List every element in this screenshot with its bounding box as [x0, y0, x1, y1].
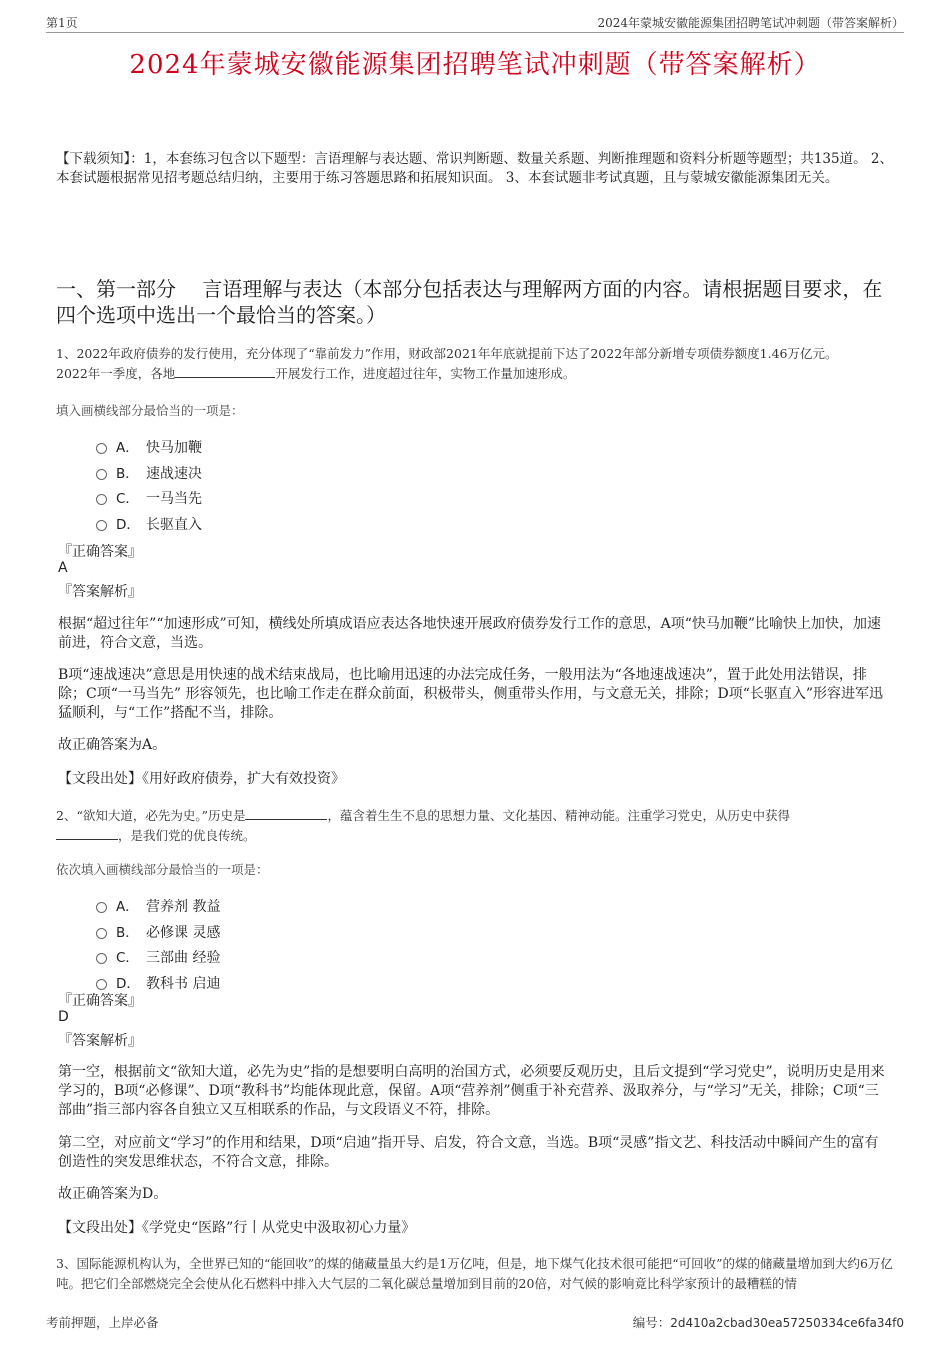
footer-code: 编号：2d410a2cbad30ea57250334ce6fa34f0 — [632, 1315, 904, 1330]
question-1-analysis-1: 根据“超过往年”“加速形成”可知，横线处所填成语应表达各地快速开展政府债券发行工作的意思，A项“快马加鞭”比喻快上加快，加速前进，符合文意，当选。 — [58, 616, 882, 651]
question-1-text — [56, 344, 901, 384]
question-1-analysis-2: B项“速战速决”意思是用快速的战术结束战局，也比喻用迅速的办法完成任务，一般用法为“各地速战速决”，置于此处用法错误，排除；C项“一马当先” 形容领先，也比喻工作走在群众前面，积极带头，侧重带头作用，与文意无关，排除；D项“长驱直入”形容进军迅猛顺利，与“工作”搭配不当，排除。 — [58, 667, 884, 721]
radio-icon[interactable] — [96, 928, 107, 939]
question-2-analysis-1: 第一空，根据前文“欲知大道，必先为史”指的是想要明白高明的治国方式，必须要反观历史，且后文提到“学习党史”，说明历史是用来学习的，B项“必修课”、D项“教科书”均能体现此意，保留。A项“营养剂”侧重于补充营养、汲取养分，与“学习”无关，排除；C项“三部曲”指三部内容各自独立又互相联系的作品，与文段语义不符，排除。 — [58, 1064, 885, 1118]
question-2-option-c[interactable]: C． 三部曲 经验 — [96, 946, 220, 968]
question-1-option-b[interactable]: B． 速战速决 — [96, 462, 202, 484]
correct-answer-label: 『正确答案』 — [58, 993, 142, 1009]
analysis-label: 『答案解析』 — [58, 1033, 142, 1049]
download-notice: 【下载须知】：1，本套练习包含以下题型：言语理解与表达题、常识判断题、数量关系题、判断推理题和资料分析题等题型；共135道。 2、本套试题根据常见招考题总结归纳，主要用于练习答题思路和拓展知识面。 3、本套试题非考试真题，且与蒙城安徽能源集团无关。 — [56, 151, 893, 186]
fill-blank — [245, 819, 327, 820]
radio-icon[interactable] — [96, 979, 107, 990]
question-2-option-b[interactable]: B． 必修课 灵感 — [96, 921, 220, 943]
radio-icon[interactable] — [96, 469, 107, 480]
question-2-analysis-2: 第二空，对应前文“学习”的作用和结果，D项“启迪”指开导、启发，符合文意，当选。B项“灵感”指文艺、科技活动中瞬间产生的富有创造性的突发思维状态，不符合文意，排除。 — [58, 1135, 879, 1170]
question-1-conclusion: 故正确答案为A。 — [58, 737, 167, 753]
question-2-source: 【文段出处】《学党史“医路”行丨从党史中汲取初心力量》 — [58, 1220, 416, 1236]
question-2-line-1: 2、“欲知大道，必先为史。”历史是 ，蕴含着生生不息的思想力量、文化基因、精神动能。注重学习党史，从历史中获得 — [56, 808, 790, 823]
header-doc-title: 2024年蒙城安徽能源集团招聘笔试冲刺题（带答案解析） — [597, 16, 904, 30]
question-2-option-d[interactable]: D． 教科书 启迪 — [96, 972, 220, 994]
fill-blank — [175, 377, 275, 378]
page-number: 第1页 — [46, 16, 78, 30]
page-header — [46, 14, 904, 33]
question-1-prompt: 填入画横线部分最恰当的一项是： — [56, 403, 244, 418]
question-1-line-1: 1、2022年政府债券的发行使用，充分体现了“靠前发力”作用，财政部2021年年底就提前下达了2022年部分新增专项债券额度1.46万亿元。 — [56, 346, 838, 361]
fill-blank — [56, 839, 118, 840]
radio-icon[interactable] — [96, 494, 107, 505]
analysis-label: 『答案解析』 — [58, 584, 142, 600]
question-1-line-2: 2022年一季度，各地 开展发行工作，进度超过往年，实物工作量加速形成。 — [56, 366, 576, 381]
footer-slogan: 考前押题，上岸必备 — [46, 1315, 159, 1330]
question-3-text: 3、国际能源机构认为，全世界已知的“能回收”的煤的储藏量虽大约是1万亿吨，但是，地下煤气化技术很可能把“可回收”的煤的储藏量增加到大约6万亿吨。把它们全部燃烧完全会使从化石燃料中排入大气层的二氧化碳总量增加到目前的20倍，对气候的影响竟比科学家预计的最糟糕的情 — [56, 1256, 893, 1291]
question-2-answer: D — [58, 1009, 69, 1025]
section-heading: 一、第一部分 言语理解与表达（本部分包括表达与理解两方面的内容。请根据题目要求，在四个选项中选出一个最恰当的答案。） — [56, 277, 883, 327]
question-2-line-2: ，是我们党的优良传统。 — [56, 826, 901, 846]
radio-icon[interactable] — [96, 443, 107, 454]
question-1-option-d[interactable]: D． 长驱直入 — [96, 513, 202, 535]
question-2-text — [56, 806, 901, 846]
radio-icon[interactable] — [96, 953, 107, 964]
question-1-answer: A — [58, 560, 68, 576]
question-2-option-a[interactable]: A． 营养剂 教益 — [96, 895, 220, 917]
radio-icon[interactable] — [96, 902, 107, 913]
document-title: 2024年蒙城安徽能源集团招聘笔试冲刺题（带答案解析） — [129, 50, 821, 80]
question-2-conclusion: 故正确答案为D。 — [58, 1186, 168, 1202]
question-1-source: 【文段出处】《用好政府债券，扩大有效投资》 — [58, 771, 345, 787]
question-1-option-a[interactable]: A． 快马加鞭 — [96, 436, 202, 458]
radio-icon[interactable] — [96, 520, 107, 531]
question-2-prompt: 依次填入画横线部分最恰当的一项是： — [56, 862, 269, 877]
question-1-option-c[interactable]: C． 一马当先 — [96, 487, 202, 509]
correct-answer-label: 『正确答案』 — [58, 544, 142, 560]
